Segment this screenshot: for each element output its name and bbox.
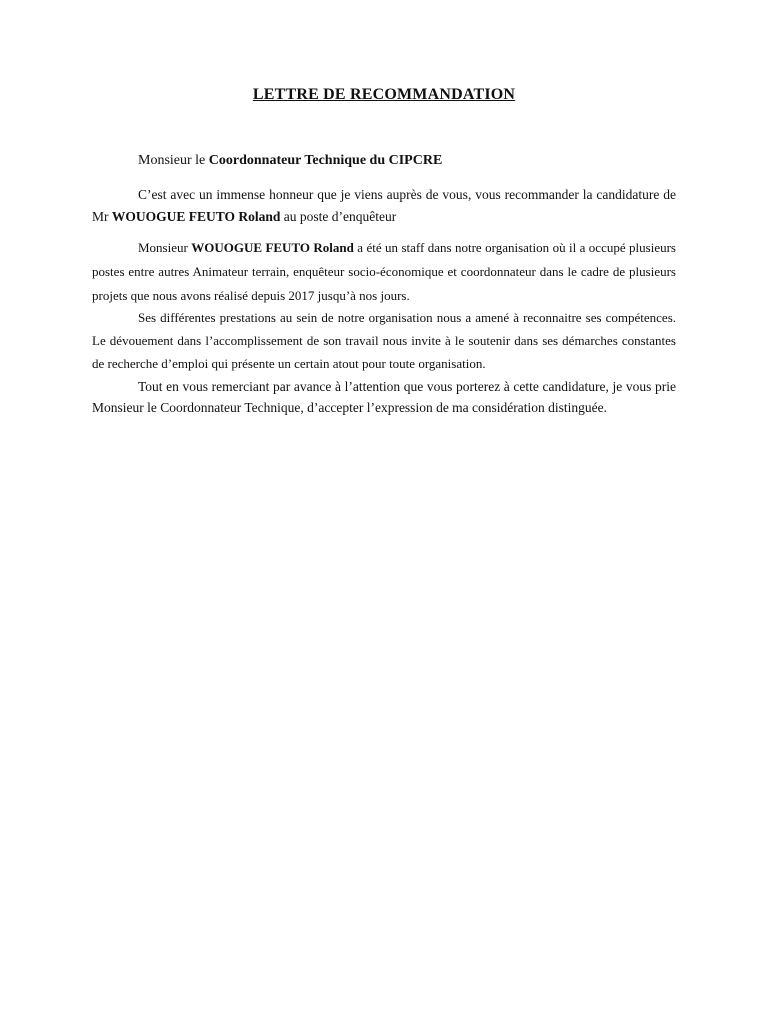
- salutation-prefix: Monsieur le: [138, 153, 209, 168]
- paragraph-2-text-start: Monsieur: [138, 240, 192, 255]
- salutation-recipient: Coordonnateur Technique du CIPCRE: [208, 153, 443, 168]
- paragraph-3: Ses différentes prestations au sein de notre organisation nous a amené à reconnaitre ses compétences. Le dévouement dans l’accomplissement de son travail nous invite à le soutenir dans ses démarches constantes de recherche d’emploi qui présente un certain atout pour toute organisation.: [92, 310, 676, 371]
- candidate-name: WOUOGUE FEUTO Roland: [191, 240, 354, 255]
- letter-title: LETTRE DE RECOMMANDATION: [252, 86, 516, 103]
- salutation: [138, 153, 442, 169]
- paragraph-4: Tout en vous remerciant par avance à l’attention que vous porterez à cette candidature, je vous prie Monsieur le Coordonnateur Technique, d’accepter l’expression de ma considération distinguée.: [92, 379, 676, 415]
- candidate-name: WOUOGUE FEUTO Roland: [111, 209, 281, 224]
- paragraph-1-text-end: au poste d’enquêteur: [280, 209, 397, 224]
- paragraph-1-text-start: C’est avec un immense honneur que je viens auprès de vous, vous recommander la candidature de Mr: [92, 187, 676, 224]
- paragraph-2: [92, 236, 676, 308]
- paragraph-2-text-end: a été un staff dans notre organisation où il a occupé plusieurs postes entre autres Animateur terrain, enquêteur socio-économique et coordonnateur dans le cadre de plusieurs projets que nous avons réalisé depuis 2017 jusqu’à nos jours.: [92, 240, 676, 303]
- paragraph-1: [92, 184, 676, 228]
